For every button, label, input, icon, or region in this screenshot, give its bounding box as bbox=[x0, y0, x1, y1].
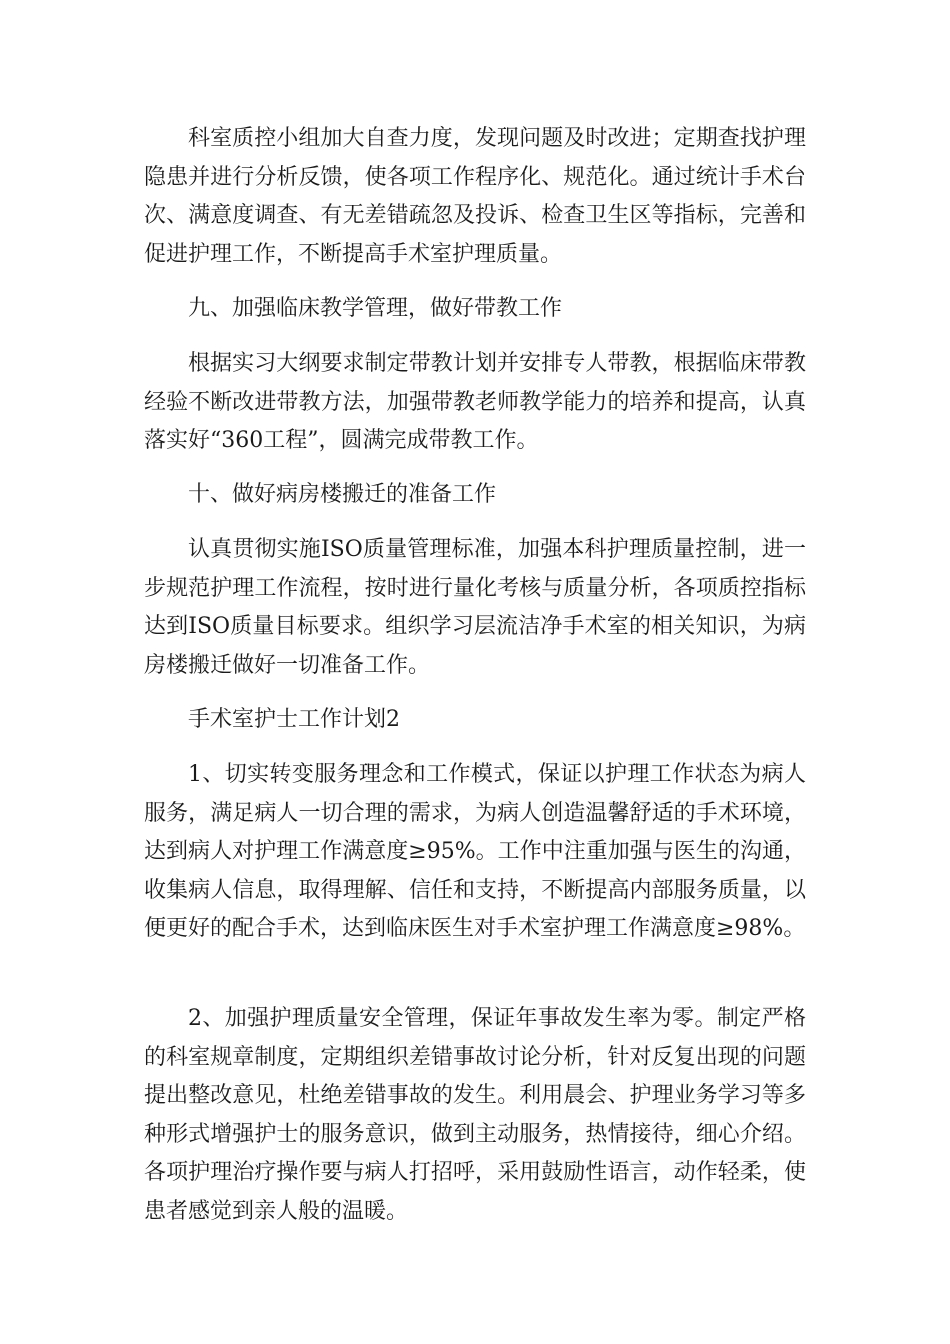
paragraph-relocation: 认真贯彻实施ISO质量管理标准，加强本科护理质量控制，进一步规范护理工作流程，按时进行量化考核与质量分析，各项质控指标达到ISO质量目标要求。组织学习层流洁净手术室的相关知识，为病房楼搬迁做好一切准备工作。 bbox=[144, 537, 806, 678]
paragraph-teaching: 根据实习大纲要求制定带教计划并安排专人带教，根据临床带教经验不断改进带教方法，加强带教老师教学能力的培养和提高，认真落实好“360工程”，圆满完成带教工作。 bbox=[144, 351, 806, 453]
heading-section-nine: 九、加强临床教学管理，做好带教工作 bbox=[188, 296, 563, 321]
paragraph-quality-control: 科室质控小组加大自查力度，发现问题及时改进；定期查找护理隐患并进行分析反馈，使各项工作程序化、规范化。通过统计手术台次、满意度调查、有无差错疏忽及投诉、检查卫生区等指标，完善和促进护理工作，不断提高手术室护理质量。 bbox=[144, 126, 806, 267]
heading-section-ten: 十、做好病房楼搬迁的准备工作 bbox=[188, 482, 497, 507]
heading-plan-two: 手术室护士工作计划2 bbox=[188, 707, 400, 732]
paragraph-item-one: 1、切实转变服务理念和工作模式，保证以护理工作状态为病人服务，满足病人一切合理的需求，为病人创造温馨舒适的手术环境，达到病人对护理工作满意度≥95%。工作中注重加强与医生的沟通，收集病人信息，取得理解、信任和支持，不断提高内部服务质量，以便更好的配合手术，达到临床医生对手术室护理工作满意度≥98%。 bbox=[144, 762, 806, 941]
paragraph-item-two: 2、加强护理质量安全管理，保证年事故发生率为零。制定严格的科室规章制度，定期组织差错事故讨论分析，针对反复出现的问题提出整改意见，杜绝差错事故的发生。利用晨会、护理业务学习等多种形式增强护士的服务意识，做到主动服务，热情接待，细心介绍。各项护理治疗操作要与病人打招呼，采用鼓励性语言，动作轻柔，使患者感觉到亲人般的温暖。 bbox=[144, 1006, 806, 1224]
